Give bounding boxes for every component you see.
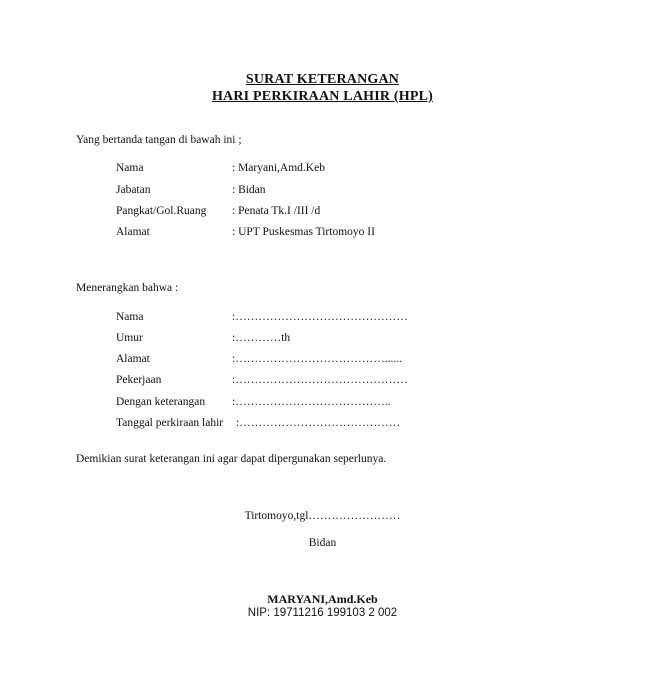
signer-position-value: : Bidan bbox=[232, 184, 266, 196]
signer-role: Bidan bbox=[308, 537, 337, 549]
signer-address-label: Alamat bbox=[116, 226, 150, 238]
subject-name-value: :……………………………………… bbox=[232, 311, 408, 323]
subject-address-value: :…………………………………...... bbox=[232, 353, 402, 365]
statement-intro: Menerangkan bahwa : bbox=[76, 282, 179, 294]
intro-text: Yang bertanda tangan di bawah ini ; bbox=[76, 134, 242, 146]
signer-rank-label: Pangkat/Gol.Ruang bbox=[116, 205, 207, 217]
subject-name-label: Nama bbox=[116, 311, 144, 323]
place-date: Tirtomoyo,tgl…………………… bbox=[244, 510, 401, 522]
document-title: SURAT KETERANGAN bbox=[245, 72, 400, 87]
subject-age-value: :…………th bbox=[232, 332, 291, 344]
subject-due-date-value: :…………………………………… bbox=[236, 417, 401, 429]
subject-note-label: Dengan keterangan bbox=[116, 396, 206, 408]
subject-age-label: Umur bbox=[116, 332, 143, 344]
subject-note-value: :………………………………….. bbox=[232, 396, 391, 408]
signer-name: MARYANI,Amd.Keb bbox=[267, 592, 378, 606]
document-subtitle: HARI PERKIRAAN LAHIR (HPL) bbox=[211, 89, 434, 104]
signer-nip: NIP: 19711216 199103 2 002 bbox=[247, 607, 398, 619]
signer-address-value: : UPT Puskesmas Tirtomoyo II bbox=[232, 226, 375, 238]
subject-occupation-label: Pekerjaan bbox=[116, 374, 162, 386]
signer-position-label: Jabatan bbox=[116, 184, 151, 196]
signer-rank-value: : Penata Tk.I /III /d bbox=[232, 205, 321, 217]
signer-name-label: Nama bbox=[116, 162, 144, 174]
subject-address-label: Alamat bbox=[116, 353, 150, 365]
signer-name-value: : Maryani,Amd.Keb bbox=[232, 162, 325, 174]
closing-text: Demikian surat keterangan ini agar dapat dipergunakan seperlunya. bbox=[76, 453, 387, 465]
subject-due-date-label: Tanggal perkiraan lahir bbox=[116, 417, 224, 429]
subject-occupation-value: :……………………………………… bbox=[232, 374, 408, 386]
